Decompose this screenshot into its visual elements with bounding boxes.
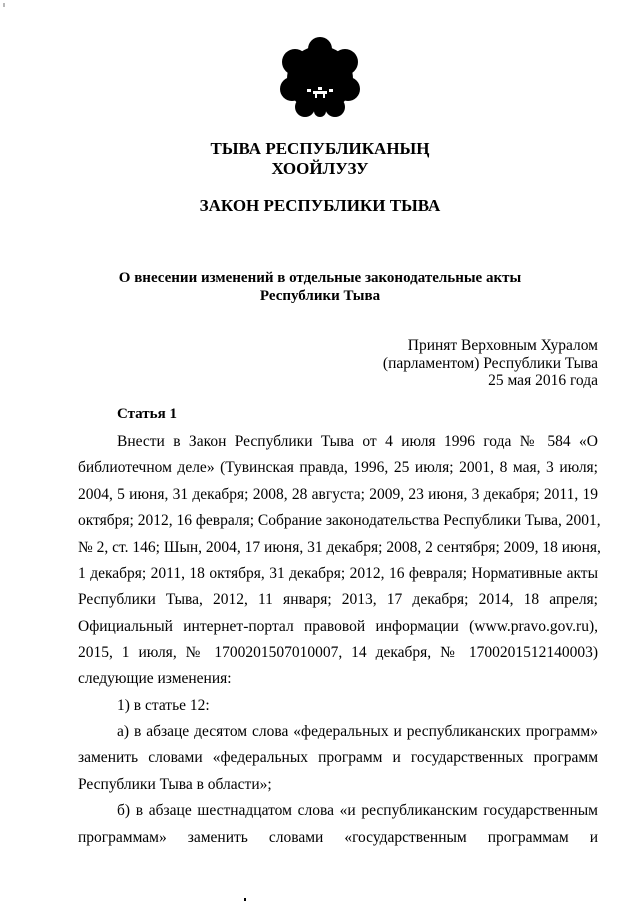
scan-footer-mark xyxy=(244,898,246,901)
article-line: б) в абзаце шестнадцатом слова «и республиканским государственным xyxy=(117,802,598,819)
article-line: № 2, ст. 146; Шын, 2004, 17 июня, 31 декабря; 2008, 2 сентября; 2009, 18 июня, xyxy=(78,539,601,556)
scan-corner-mark xyxy=(3,3,5,7)
article-line: 1) в статье 12: xyxy=(117,697,210,714)
article-line: октября; 2012, 16 февраля; Собрание законодательства Республики Тыва, 2001, xyxy=(78,512,601,529)
article-line: 2004, 5 июня, 31 декабря; 2008, 28 августа; 2009, 23 июня, 3 декабря; 2011, 19 xyxy=(78,486,598,503)
adoption-line1: Принят Верховным Хуралом xyxy=(407,337,598,354)
subject-line1: О внесении изменений в отдельные законодательные акты xyxy=(118,270,522,286)
native-title-line1: ТЫВА РЕСПУБЛИКАНЫҢ xyxy=(210,139,430,158)
article-line: заменить словами «федеральных программ и государственных программ xyxy=(78,749,598,766)
article-line: Республики Тыва в области»; xyxy=(78,776,272,793)
article-line: программам» заменить словами «государственным программам и xyxy=(78,829,598,846)
native-title-line2: ХООЙЛУЗУ xyxy=(271,159,369,178)
subject-line2: Республики Тыва xyxy=(259,288,381,304)
article-line: 1 декабря; 2011, 18 октября, 31 декабря; 2012, 16 февраля; Нормативные акты xyxy=(78,565,598,582)
article-line: следующие изменения: xyxy=(78,670,232,687)
adoption-block xyxy=(383,337,598,390)
article-line: Официальный интернет-портал правовой информации (www.pravo.gov.ru), xyxy=(78,618,598,635)
article-line: 2015, 1 июля, № 1700201507010007, 14 декабря, № 1700201512140003) xyxy=(78,644,598,661)
adoption-line2: (парламентом) Республики Тыва xyxy=(382,354,598,372)
adoption-line3: 25 мая 2016 года xyxy=(488,372,598,389)
article-line: библиотечном деле» (Тувинская правда, 1996, 25 июля; 2001, 8 мая, 3 июля; xyxy=(78,459,598,476)
tuva-emblem-icon xyxy=(279,37,361,117)
article-line: а) в абзаце десятом слова «федеральных и республиканских программ» xyxy=(117,723,598,740)
law-title: ЗАКОН РЕСПУБЛИКИ ТЫВА xyxy=(199,196,441,215)
article-heading: Статья 1 xyxy=(117,406,177,422)
article-line: Республики Тыва, 2012, 11 января; 2013, 17 декабря; 2014, 18 апреля; xyxy=(78,591,598,608)
article-line: Внести в Закон Республики Тыва от 4 июля 1996 года № 584 «О xyxy=(117,433,598,450)
